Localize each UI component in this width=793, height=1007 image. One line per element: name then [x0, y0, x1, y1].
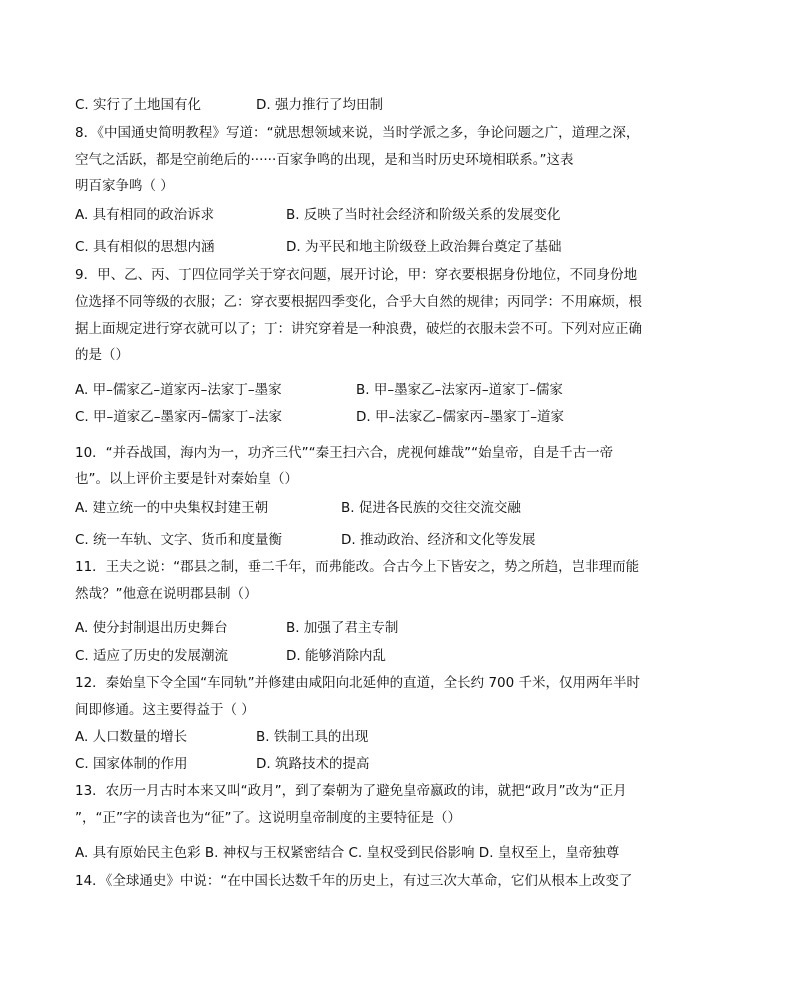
q10-stem-line-1: 10．“并吞战国，海内为一，功齐三代”“秦王扫六合，虎视何雄哉”“始皇帝，自是千古一帝 — [75, 445, 614, 461]
q11-option-a: A. 使分封制退出历史舞台 — [75, 620, 228, 636]
q10-option-b: B. 促进各民族的交往交流交融 — [341, 500, 521, 516]
q8-stem-line-3: 明百家争鸣（ ） — [75, 178, 174, 194]
q9-option-c: C. 甲–道家乙–墨家丙–儒家丁–法家 — [75, 409, 283, 425]
q8-option-d: D. 为平民和地主阶级登上政治舞台奠定了基础 — [286, 239, 562, 255]
q8-option-c: C. 具有相似的思想内涵 — [75, 239, 215, 255]
q10-option-a: A. 建立统一的中央集权封建王朝 — [75, 500, 269, 516]
q9-stem-line-3: 据上面规定进行穿衣就可以了；丁：讲究穿着是一种浪费，破烂的衣服未尝不可。下列对应正确 — [75, 321, 642, 337]
q13-options: A. 具有原始民主色彩 B. 神权与王权紧密结合 C. 皇权受到民俗影响 D. 皇权至上，皇帝独尊 — [75, 845, 620, 861]
q13-stem-line-1: 13．农历一月古时本来又叫“政月”，到了秦朝为了避免皇帝嬴政的讳，就把“政月”改为“正月 — [75, 783, 627, 799]
q8-stem-line-1: 8．《中国通史简明教程》写道：“就思想领域来说，当时学派之多，争论问题之广，道理之深， — [75, 125, 640, 141]
q11-option-b: B. 加强了君主专制 — [286, 620, 399, 636]
q12-stem-line-2: 间即修通。这主要得益于（ ） — [75, 702, 255, 718]
q9-option-d: D. 甲–法家乙–儒家丙–墨家丁–道家 — [356, 409, 564, 425]
q8-option-a: A. 具有相同的政治诉求 — [75, 207, 215, 223]
q12-option-d: D. 筑路技术的提高 — [256, 756, 370, 772]
q11-option-c: C. 适应了历史的发展潮流 — [75, 648, 229, 664]
q12-option-b: B. 铁制工具的出现 — [256, 729, 369, 745]
q11-stem-line-1: 11．王夫之说：“郡县之制，垂二千年，而弗能改。合古今上下皆安之，势之所趋，岂非理而能 — [75, 559, 640, 575]
q12-option-c: C. 国家体制的作用 — [75, 756, 188, 772]
q7-option-d: D. 强力推行了均田制 — [256, 97, 383, 113]
q7-option-c: C. 实行了土地国有化 — [75, 97, 202, 113]
q12-stem-line-1: 12．秦始皇下令全国“车同轨”并修建由咸阳向北延伸的直道，全长约 700 千米，仅用两年半时 — [75, 675, 641, 691]
q8-option-b: B. 反映了当时社会经济和阶级关系的发展变化 — [286, 207, 561, 223]
q12-option-a: A. 人口数量的增长 — [75, 729, 188, 745]
q10-stem-line-2: 也”。以上评价主要是针对秦始皇（） — [75, 471, 298, 487]
q14-stem-line-1: 14．《全球通史》中说：“在中国长达数千年的历史上，有过三次大革命，它们从根本上改变了 — [75, 873, 633, 889]
q11-stem-line-2: 然哉？”他意在说明郡县制（） — [75, 586, 258, 602]
q10-option-d: D. 推动政治、经济和文化等发展 — [341, 532, 536, 548]
q9-stem-line-2: 位选择不同等级的衣服；乙：穿衣要根据四季变化，合乎大自然的规律；丙同学：不用麻烦，根 — [75, 294, 642, 310]
q9-option-a: A. 甲–儒家乙–道家丙–法家丁–墨家 — [75, 382, 282, 398]
q11-option-d: D. 能够消除内乱 — [286, 648, 386, 664]
q8-stem-line-2: 空气之活跃，都是空前绝后的······百家争鸣的出现，是和当时历史环境相联系。”这表 — [75, 152, 574, 168]
q9-stem-line-1: 9．甲、乙、丙、丁四位同学关于穿衣问题，展开讨论，甲：穿衣要根据身份地位，不同身份地 — [75, 267, 638, 283]
q9-option-b: B. 甲–墨家乙–法家丙–道家丁–儒家 — [356, 382, 563, 398]
q9-stem-line-4: 的是（） — [75, 347, 129, 363]
q13-stem-line-2: ”，“正”字的读音也为“征”了。这说明皇帝制度的主要特征是（） — [75, 810, 461, 826]
q10-option-c: C. 统一车轨、文字、货币和度量衡 — [75, 532, 283, 548]
